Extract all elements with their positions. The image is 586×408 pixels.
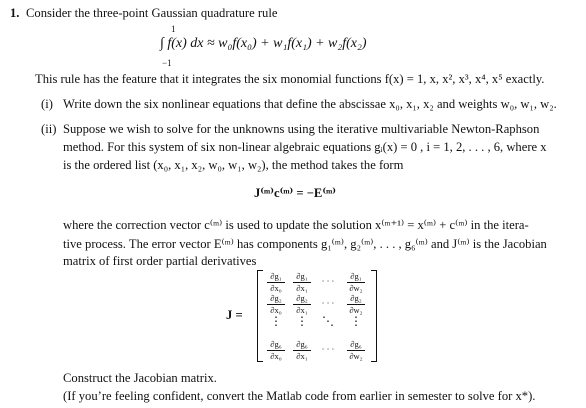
matrix-right-bracket [371,270,377,362]
matrix-vdots: ⋮ [296,314,308,328]
where-line-3: matrix of first order partial derivatives [63,254,257,268]
matrix-vdots: ⋮ [270,314,282,328]
jacobian-matrix [257,270,377,362]
jacobian-label: J = [226,308,243,322]
matlab-text: (If you’re feeling confident, convert the Matlab code from earlier in semester to solve for x*). [63,389,536,403]
part-i-text: Write down the six nonlinear equations that define the abscissae x₀, x₁, x₂ and weights w₀, w₁, w₂. [63,97,557,111]
matrix-cell: ∂g₂ ∂w₂ [345,294,367,315]
matrix-cell: ∂g₁ ∂x₀ [265,272,287,293]
matrix-cell: ∂g₆ ∂x₁ [291,340,313,361]
matrix-hdots: · · · [321,344,335,354]
matrix-cell: ∂g₂ ∂x₀ [265,294,287,315]
integral-formula: ∫ f(x) dx ≈ w₀f(x₀) + w₁f(x₁) + w₂f(x₂) [160,36,367,51]
integral-lower-limit: −1 [162,58,172,68]
problem-intro: Consider the three-point Gaussian quadrature rule [26,6,278,20]
construct-text: Construct the Jacobian matrix. [63,371,217,385]
where-line-1: where the correction vector c⁽ᵐ⁾ is used to update the solution x⁽ᵐ⁺¹⁾ = x⁽ᵐ⁾ + c⁽ᵐ⁾ in the itera- [63,218,529,232]
matrix-ddots: ⋱ [322,314,334,328]
newton-raphson-equation: J⁽ᵐ⁾c⁽ᵐ⁾ = −E⁽ᵐ⁾ [254,186,337,200]
where-line-2: tive process. The error vector E⁽ᵐ⁾ has components g₁⁽ᵐ⁾, g₂⁽ᵐ⁾, . . . , g₆⁽ᵐ⁾ and J⁽ᵐ⁾ is the Jacobian [63,237,547,251]
matrix-vdots: ⋮ [350,314,362,328]
part-ii-line-2: method. For this system of six non-linear algebraic equations gᵢ(x) = 0 , i = 1, 2, . . . , 6, where x [63,140,547,154]
part-i-label: (i) [41,97,53,111]
matrix-hdots: · · · [321,298,335,308]
matrix-cell: ∂g₁ ∂w₂ [345,272,367,293]
matrix-cell: ∂g₂ ∂x₁ [291,294,313,315]
part-ii-label: (ii) [41,122,57,136]
integral-upper-limit: 1 [171,24,176,34]
matrix-left-bracket [257,270,263,362]
matrix-hdots: · · · [321,276,335,286]
feature-text: This rule has the feature that it integrates the six monomial functions f(x) = 1, x, x², x³, x⁴, x⁵ exactly. [35,72,545,86]
part-ii-line-1: Suppose we wish to solve for the unknowns using the iterative multivariable Newton-Raphson [63,122,540,136]
matrix-cell: ∂g₁ ∂x₁ [291,272,313,293]
matrix-cell: ∂g₆ ∂x₀ [265,340,287,361]
matrix-cell: ∂g₆ ∂w₂ [345,340,367,361]
problem-number: 1. [10,6,20,20]
part-ii-line-3: is the ordered list (x₀, x₁, x₂, w₀, w₁, w₂), the method takes the form [63,158,404,172]
